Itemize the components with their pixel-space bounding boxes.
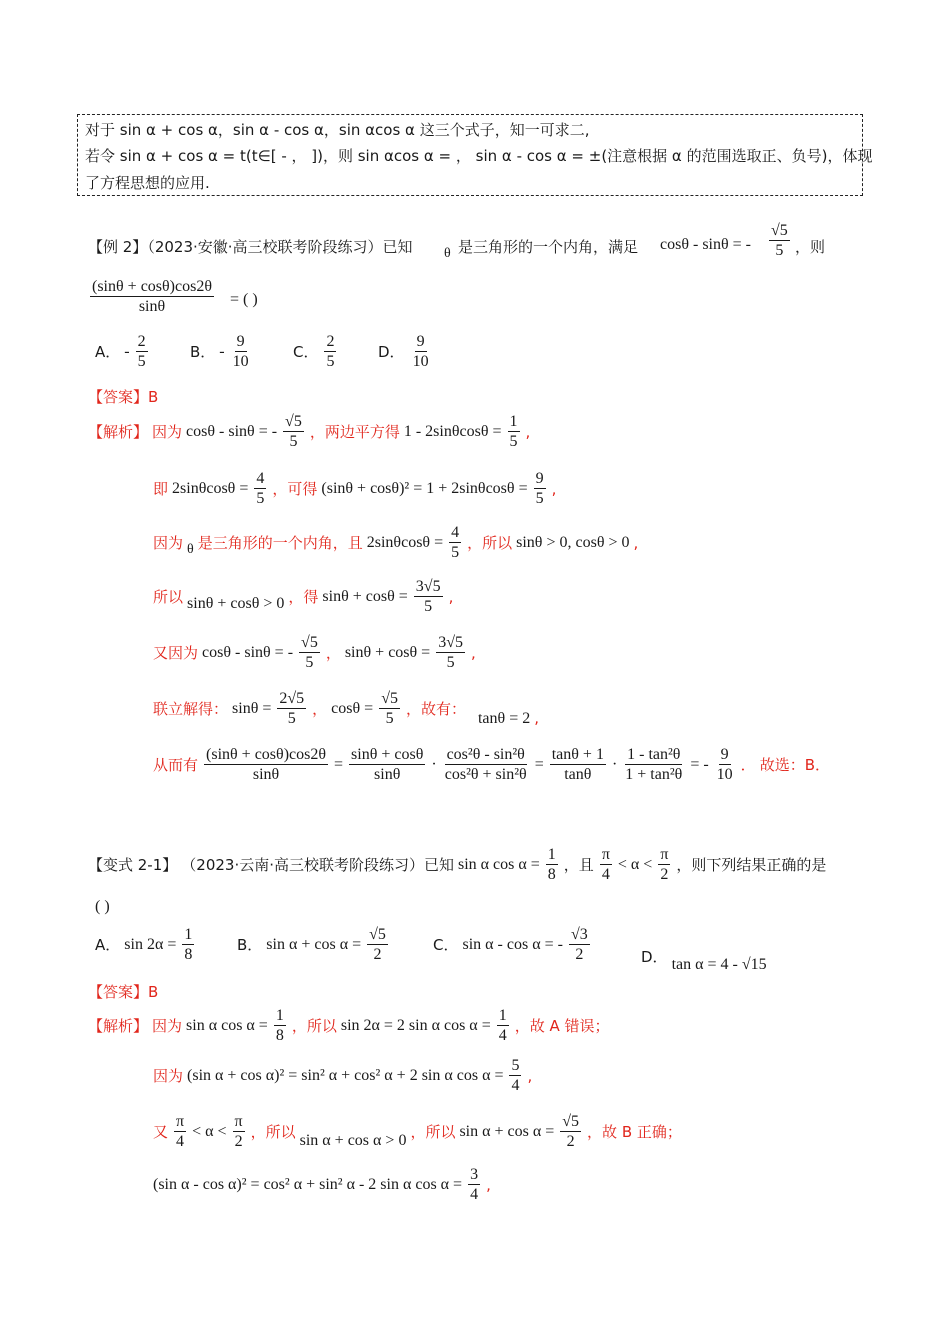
variant-option-c[interactable]: [433, 925, 592, 964]
frac-num: 1 - tan²θ: [627, 746, 681, 763]
frac-num: 9: [236, 333, 245, 350]
analysis-step-7: [153, 745, 830, 784]
tip-line-2: 若令 sin α + cos α = t(t∈[ - ， ])，则 sin αcos α = ， sin α - cos α = ±(注意根据 α 的范围选取正、负号)，体现: [85, 147, 873, 165]
frac-num: 9: [416, 333, 425, 350]
frac-num: 5: [511, 1057, 520, 1074]
frac-den: 5: [305, 654, 314, 671]
frac-num: 4: [256, 470, 265, 487]
step-text: ，所以: [291, 1017, 337, 1035]
theta-symbol: θ: [187, 541, 194, 557]
minus: -: [703, 755, 709, 773]
frac-num: 9: [720, 746, 729, 763]
punct: ，: [325, 644, 341, 662]
frac-den: 5: [509, 433, 518, 450]
punct: ．: [740, 756, 756, 774]
step-text: ，故 B 正确；: [587, 1123, 682, 1141]
step-math: < α <: [192, 1122, 227, 1140]
frac-den: 10: [716, 766, 733, 783]
equals: =: [334, 755, 344, 773]
frac-den: sinθ: [138, 298, 166, 315]
frac-den: 5: [775, 242, 784, 259]
step-text: 故选：B．: [759, 756, 830, 774]
option-expr: sin α + cos α =: [266, 935, 362, 953]
analysis-step-1: [88, 412, 530, 451]
analysis-label: 【解析】: [88, 1017, 149, 1035]
frac-den: 4: [498, 1027, 507, 1044]
frac-den: 5: [256, 490, 265, 507]
variant-paren: ( ): [95, 898, 110, 915]
frac-den: 5: [385, 710, 394, 727]
option-c[interactable]: [293, 332, 338, 371]
variant-analysis-3: [153, 1112, 682, 1151]
frac-den: 8: [184, 946, 193, 963]
step-math: sinθ > 0, cosθ > 0: [516, 533, 630, 551]
example-cond-expr: cosθ - sinθ = -: [660, 236, 752, 253]
step-text: 因为: [153, 1067, 184, 1085]
step-text: ，则下列结果正确的是: [676, 856, 827, 874]
step-text: 因为: [153, 534, 184, 552]
frac-den: 5: [535, 490, 544, 507]
step-text: ，故 A 错误；: [514, 1017, 610, 1035]
step-math: < α <: [617, 855, 653, 873]
frac-num: π: [601, 846, 610, 863]
question-fraction: [88, 277, 216, 316]
frac-num: 1: [184, 926, 193, 943]
frac-num: √5: [562, 1113, 580, 1130]
option-label: C．: [293, 343, 319, 361]
frac-num: π: [660, 846, 669, 863]
analysis-step-6: [153, 689, 539, 728]
frac-den: 10: [232, 353, 249, 370]
option-sign: -: [219, 342, 225, 360]
punct: ,: [633, 533, 639, 552]
frac-num: sinθ + cosθ: [351, 746, 424, 763]
step-text: ，所以: [250, 1123, 296, 1141]
analysis-step-5: [153, 633, 476, 672]
frac-num: cos²θ - sin²θ: [446, 746, 525, 763]
frac-num: √5: [381, 690, 398, 707]
frac-num: 3: [470, 1166, 479, 1183]
example-then: ，则: [795, 238, 826, 256]
times: ·: [611, 755, 618, 773]
variant-option-d[interactable]: [641, 938, 767, 974]
frac-num: √5: [301, 634, 318, 651]
frac-num: √5: [771, 222, 788, 239]
question-tail: = ( ): [230, 291, 258, 308]
step-text: ，所以: [410, 1123, 456, 1141]
step-math: sin α cos α =: [186, 1016, 268, 1034]
step-math: (sin α + cos α)² = sin² α + cos² α + 2 sin α cos α =: [187, 1066, 504, 1084]
frac-num: 2: [326, 333, 335, 350]
option-b[interactable]: [190, 332, 253, 371]
equals: =: [534, 755, 544, 773]
frac-num: tanθ + 1: [551, 746, 604, 763]
step-math: sin α + cos α =: [459, 1122, 555, 1140]
option-label: D．: [378, 343, 405, 361]
example-source: （2023·安徽·高三校联考阶段练习）已知: [147, 238, 413, 256]
frac-den: 1 + tan²θ: [625, 766, 683, 783]
step-math: sin α + cos α > 0: [299, 1131, 407, 1149]
example-answer: 【答案】B: [88, 388, 159, 406]
step-math: sin α cos α =: [458, 855, 540, 873]
frac-num: 9: [535, 470, 544, 487]
step-text: ，所以: [467, 534, 513, 552]
frac-num: 1: [498, 1007, 507, 1024]
frac-den: 8: [547, 866, 556, 883]
option-label: C．: [433, 936, 459, 954]
variant-analysis-1: [88, 1006, 610, 1045]
option-expr: sin 2α =: [124, 935, 177, 953]
variant-option-a[interactable]: [95, 925, 196, 964]
step-text: 联立解得：: [153, 700, 229, 718]
step-math: cosθ - sinθ = -: [186, 422, 278, 440]
example-cond-text: 是三角形的一个内角，满足: [458, 238, 639, 256]
times: ·: [431, 755, 437, 773]
option-label: D．: [641, 947, 668, 966]
frac-den: 4: [601, 866, 610, 883]
example-cond-frac: [767, 221, 792, 260]
punct: ,: [525, 422, 531, 441]
frac-den: 4: [470, 1186, 479, 1203]
step-math: (sinθ + cosθ)² = 1 + 2sinθcosθ =: [321, 479, 528, 497]
variant-source: （2023·云南·高三校联考阶段练习）已知: [181, 856, 454, 874]
frac-num: 3√5: [438, 634, 463, 651]
punct: ,: [551, 479, 557, 498]
frac-num: 4: [451, 524, 460, 541]
frac-num: 2: [137, 333, 146, 350]
variant-answer: 【答案】B: [88, 983, 159, 1001]
frac-den: 5: [424, 598, 433, 615]
frac-num: 1: [547, 846, 556, 863]
frac-num: √5: [369, 926, 386, 943]
frac-den: 8: [275, 1027, 284, 1044]
step-text: ，可得: [272, 480, 318, 498]
frac-den: 5: [289, 433, 298, 450]
frac-den: 10: [412, 353, 429, 370]
step-text: 即: [153, 480, 169, 498]
step-math: sinθ + cosθ =: [322, 587, 408, 605]
step-math: cosθ - sinθ = -: [202, 643, 294, 661]
frac-den: 5: [446, 654, 455, 671]
frac-den: 5: [451, 544, 460, 561]
step-text: ，得: [288, 588, 319, 606]
step-math: sinθ + cosθ =: [344, 643, 431, 661]
analysis-step-4: [153, 577, 453, 616]
punct: ,: [534, 708, 539, 727]
analysis-label: 【解析】: [88, 423, 149, 441]
step-math: 2sinθcosθ =: [172, 479, 249, 497]
frac-num: 2√5: [279, 690, 305, 707]
step-math: 2sinθcosθ =: [366, 533, 444, 551]
frac-den: 2: [575, 946, 584, 963]
frac-den: 5: [137, 353, 146, 370]
option-expr: sin α - cos α = -: [462, 935, 563, 953]
frac-den: tanθ: [564, 766, 592, 783]
step-math: 1 - 2sinθcosθ =: [403, 422, 502, 440]
tip-line-3: 了方程思想的应用.: [85, 174, 210, 192]
frac-num: 3√5: [415, 578, 441, 595]
option-a[interactable]: [95, 332, 150, 371]
frac-num: √5: [285, 413, 302, 430]
frac-num: π: [176, 1113, 185, 1130]
tip-line-1: 对于 sin α + cos α，sin α - cos α，sin αcos α 这三个式子，知一可求二,: [85, 121, 590, 139]
step-math: sinθ =: [232, 699, 272, 717]
step-math: sin 2α = 2 sin α cos α =: [340, 1016, 491, 1034]
option-label: A．: [95, 936, 121, 954]
frac-num: √3: [570, 926, 588, 943]
punct: ,: [486, 1175, 491, 1194]
step-math: cosθ =: [331, 699, 374, 717]
step-text: 是三角形的一个内角，且: [197, 534, 363, 552]
frac-den: 2: [566, 1133, 575, 1150]
variant-label: 【变式 2-1】: [88, 856, 178, 874]
example-2-heading: [88, 236, 413, 257]
step-text: 从而有: [153, 756, 199, 774]
step-text: 因为: [152, 423, 183, 441]
frac-den: sinθ: [374, 766, 401, 783]
frac-den: 4: [176, 1133, 185, 1150]
frac-den: 2: [373, 946, 382, 963]
frac-den: 4: [511, 1077, 520, 1094]
step-math: sinθ + cosθ > 0: [187, 594, 285, 612]
analysis-step-2: [153, 469, 556, 508]
step-text: 又因为: [153, 644, 199, 662]
theta-symbol: θ: [444, 246, 451, 261]
step-text: ，故有：: [405, 700, 466, 718]
frac-den: sinθ: [252, 766, 280, 783]
option-sign: -: [124, 342, 130, 360]
frac-num: 1: [509, 413, 518, 430]
step-text: 又: [153, 1123, 169, 1141]
option-label: B．: [237, 936, 263, 954]
equals: =: [690, 755, 700, 773]
frac-num: (sinθ + cosθ)cos2θ: [206, 746, 327, 763]
frac-num: π: [234, 1113, 243, 1130]
frac-num: 1: [275, 1007, 284, 1024]
punct: ，: [312, 700, 328, 718]
option-d[interactable]: [378, 332, 433, 371]
frac-den: 2: [660, 866, 669, 883]
variant-analysis-4: [153, 1165, 491, 1204]
variant-analysis-2: [153, 1056, 532, 1095]
punct: ,: [527, 1066, 533, 1085]
analysis-step-3: [153, 523, 638, 562]
option-label: B．: [190, 343, 216, 361]
frac-den: cos²θ + sin²θ: [444, 766, 527, 783]
variant-heading: [88, 845, 826, 884]
example-label: 【例 2】: [88, 238, 148, 256]
variant-option-b[interactable]: [237, 925, 390, 964]
punct: ,: [470, 643, 476, 662]
step-math: tanθ = 2: [477, 709, 531, 727]
step-text: ，且: [563, 856, 594, 874]
frac-num: (sinθ + cosθ)cos2θ: [92, 278, 212, 295]
step-text: 因为: [152, 1017, 183, 1035]
option-expr: tan α = 4 - √15: [671, 956, 767, 973]
frac-den: 2: [234, 1133, 243, 1150]
option-label: A．: [95, 343, 121, 361]
step-text: ，两边平方得: [309, 423, 400, 441]
punct: ,: [448, 587, 454, 606]
step-text: 所以: [153, 588, 184, 606]
frac-den: 5: [326, 353, 335, 370]
step-math: (sin α - cos α)² = cos² α + sin² α - 2 sin α cos α =: [153, 1175, 463, 1193]
frac-den: 5: [287, 710, 296, 727]
